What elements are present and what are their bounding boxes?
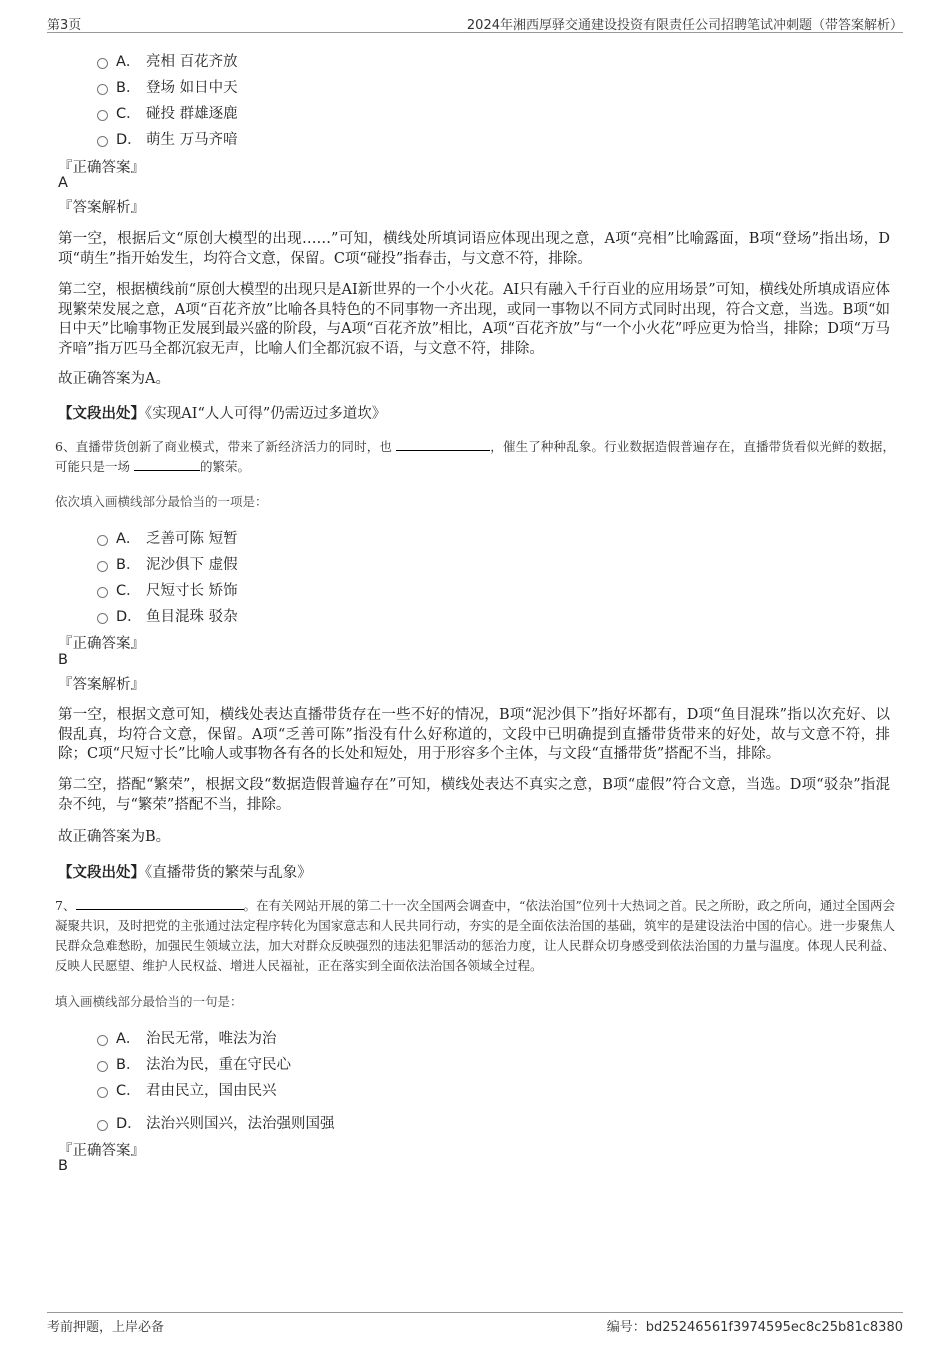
- page-header: [47, 12, 903, 33]
- q6-instruction: 依次填入画横线部分最恰当的一项是：: [55, 494, 268, 509]
- radio-icon[interactable]: [97, 110, 108, 121]
- page-number: 第3页: [47, 18, 82, 33]
- analysis-label: 『答案解析』: [58, 200, 145, 216]
- q6-option-a[interactable]: A． 乏善可陈 短暂: [97, 527, 238, 547]
- blank-1: [76, 897, 244, 910]
- q5-analysis-2: 第二空，根据横线前“原创大模型的出现只是AI新世界的一个小火花。AI只有融入千行百业的应用场景”可知，横线处所填成语应体现繁荣发展之意，A项“百花齐放”比喻各具特色的不同事物一齐出现，或同一事物以不同方式同时出现，符合文意，当选。B项“如日中天”比喻事物正发展到最兴盛的阶段，与A项“百花齐放”相比，A项“百花齐放”与“一个小火花”呼应更为恰当，排除；D项“万马齐喑”指万匹马全都沉寂无声，比喻人们全都沉寂不语，与文意不符，排除。: [58, 282, 890, 357]
- page-footer: [47, 1312, 903, 1335]
- radio-icon[interactable]: [97, 1035, 108, 1046]
- q5-option-a[interactable]: A． 亮相 百花齐放: [97, 50, 238, 70]
- q6-source: 【文段出处】《直播带货的繁荣与乱象》: [58, 864, 312, 881]
- radio-icon[interactable]: [97, 1061, 108, 1072]
- radio-icon[interactable]: [97, 58, 108, 69]
- q7-instruction: 填入画横线部分最恰当的一句是：: [55, 994, 243, 1009]
- footer-slogan: 考前押题，上岸必备: [47, 1320, 165, 1335]
- correct-answer-label: 『正确答案』: [58, 1143, 145, 1159]
- radio-icon[interactable]: [97, 84, 108, 95]
- q5-option-d[interactable]: D． 萌生 万马齐喑: [97, 128, 238, 148]
- analysis-label: 『答案解析』: [58, 677, 145, 693]
- radio-icon[interactable]: [97, 561, 108, 572]
- radio-icon[interactable]: [97, 136, 108, 147]
- radio-icon[interactable]: [97, 535, 108, 546]
- document-title: 2024年湘西厚驿交通建设投资有限责任公司招聘笔试冲刺题（带答案解析）: [466, 18, 903, 33]
- q6-analysis-3: 故正确答案为B。: [58, 829, 171, 845]
- radio-icon[interactable]: [97, 587, 108, 598]
- q5-source: 【文段出处】《实现AI“人人可得”仍需迈过多道坎》: [58, 405, 387, 422]
- q5-answer: A: [58, 175, 68, 191]
- radio-icon[interactable]: [97, 1087, 108, 1098]
- radio-icon[interactable]: [97, 1120, 108, 1131]
- q6-option-d[interactable]: D． 鱼目混珠 驳杂: [97, 605, 238, 625]
- q7-option-a[interactable]: A． 治民无常，唯法为治: [97, 1027, 277, 1047]
- q5-option-c[interactable]: C． 碰投 群雄逐鹿: [97, 102, 238, 122]
- q7-option-d[interactable]: D． 法治兴则国兴，法治强则国强: [97, 1112, 335, 1132]
- q7-answer: B: [58, 1158, 68, 1174]
- radio-icon[interactable]: [97, 613, 108, 624]
- q5-analysis-3: 故正确答案为A。: [58, 371, 170, 387]
- q6-answer: B: [58, 652, 68, 668]
- q7-option-c[interactable]: C． 君由民立，国由民兴: [97, 1079, 277, 1099]
- blank-1: [396, 438, 490, 451]
- q5-analysis-1: 第一空，根据后文“原创大模型的出现……”可知，横线处所填词语应体现出现之意，A项“亮相”比喻露面，B项“登场”指出场，D项“萌生”指开始发生，均符合文意，保留。C项“碰投”指春击，与文意不符，排除。: [58, 231, 890, 267]
- q6-analysis-2: 第二空，搭配“繁荣”，根据文段“数据造假普遍存在”可知，横线处表达不真实之意，B项“虚假”符合文意，当选。D项“驳杂”指混杂不纯，与“繁荣”搭配不当，排除。: [58, 777, 890, 813]
- q6-question: 6、直播带货创新了商业模式，带来了新经济活力的同时，也 ，催生了种种乱象。行业数据造假普遍存在，直播带货看似光鲜的数据，可能只是一场 的繁荣。: [55, 439, 895, 474]
- q6-option-c[interactable]: C． 尺短寸长 矫饰: [97, 579, 238, 599]
- q5-option-b[interactable]: B． 登场 如日中天: [97, 76, 238, 96]
- correct-answer-label: 『正确答案』: [58, 160, 145, 176]
- q7-question: 7、 。在有关网站开展的第二十一次全国两会调查中，“依法治国”位列十大热词之首。民之所盼，政之所向，通过全国两会凝聚共识，及时把党的主张通过法定程序转化为国家意志和人民共同行动，夯实的是全面依法治国的基础，筑牢的是建设法治中国的信心。进一步聚焦人民群众急难愁盼，加强民生领域立法，加大对群众反映强烈的违法犯罪活动的惩治力度，让人民群众切身感受到依法治国的力量与温度。体现人民利益、反映人民愿望、维护人民权益、增进人民福祉，正在落实到全面依法治国各领域全过程。: [55, 898, 895, 973]
- correct-answer-label: 『正确答案』: [58, 636, 145, 652]
- document-code: 编号：bd25246561f3974595ec8c25b81c8380: [606, 1320, 903, 1335]
- blank-2: [134, 458, 200, 471]
- q6-option-b[interactable]: B． 泥沙俱下 虚假: [97, 553, 238, 573]
- q6-analysis-1: 第一空，根据文意可知，横线处表达直播带货存在一些不好的情况，B项“泥沙俱下”指好坏都有，D项“鱼目混珠”指以次充好、以假乱真，均符合文意，保留。A项“乏善可陈”指没有什么好称道的，文段中已明确提到直播带货带来的好处，故与文意不符，排除；C项“尺短寸长”比喻人或事物各有各的长处和短处，用于形容多个主体，与文段“直播带货”搭配不当，排除。: [58, 707, 890, 762]
- q7-option-b[interactable]: B． 法治为民，重在守民心: [97, 1053, 291, 1073]
